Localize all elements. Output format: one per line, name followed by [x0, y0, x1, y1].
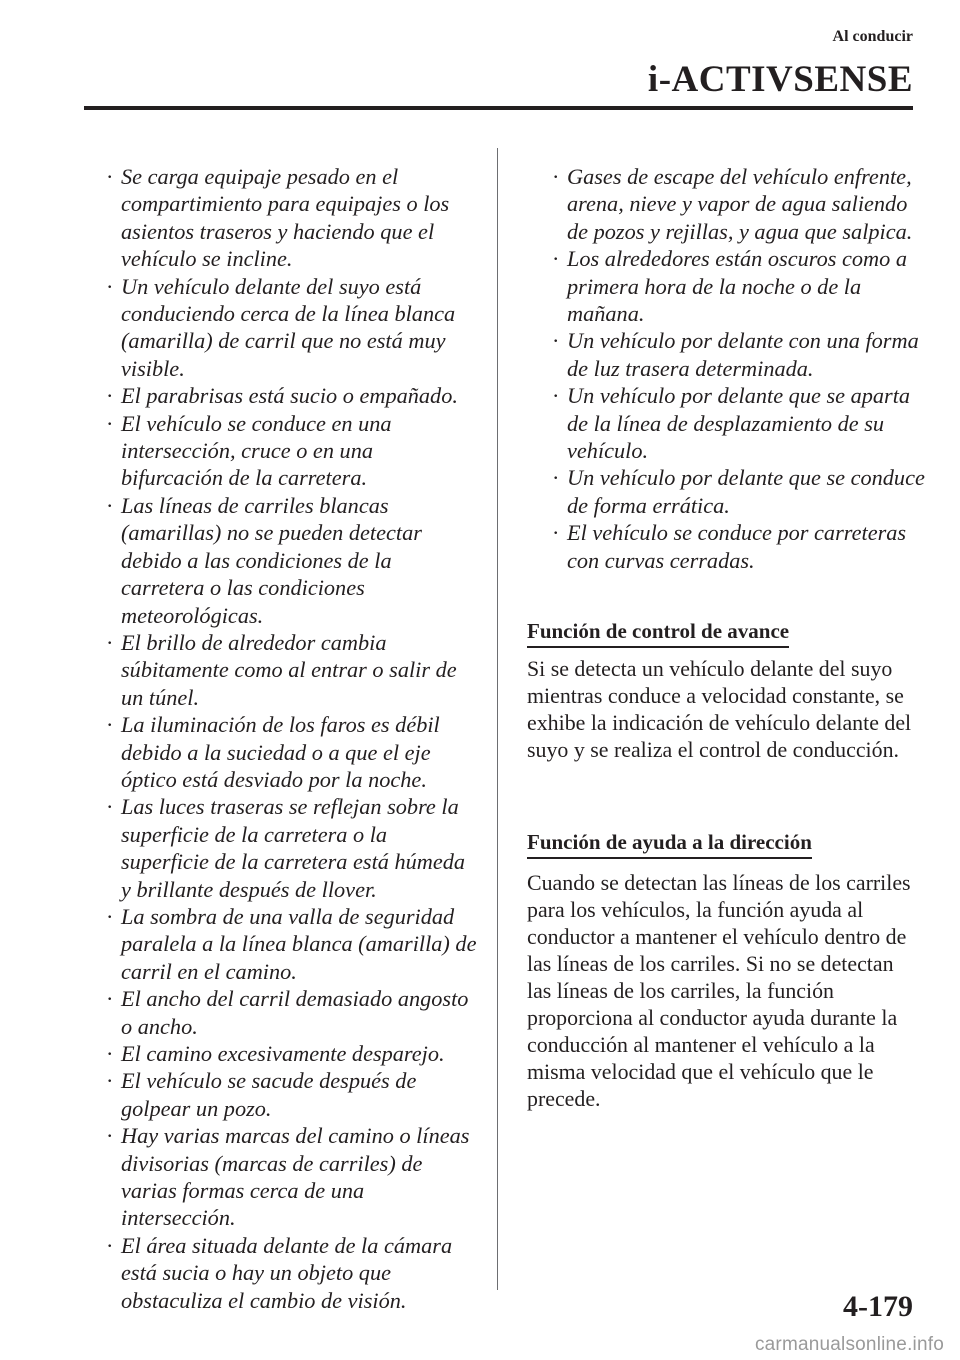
list-item: · El vehículo se sacude después de golpear un pozo.	[100, 1067, 480, 1122]
list-item: · Las líneas de carriles blancas (amarillas) no se pueden detectar debido a las condiciones de la carretera o las condiciones meteorológicas.	[100, 492, 480, 629]
list-item: · Se carga equipaje pesado en el compartimiento para equipajes o los asientos traseros y haciendo que el vehículo se incline.	[100, 163, 480, 273]
chapter-title: i-ACTIVSENSE	[647, 59, 913, 100]
page-number: 4-179	[843, 1290, 913, 1323]
list-item: · El parabrisas está sucio o empañado.	[100, 382, 480, 409]
list-item: · Los alrededores están oscuros como a primera hora de la noche o de la mañana.	[546, 245, 926, 327]
section-title-steering-assist: Función de ayuda a la dirección	[527, 830, 812, 859]
list-item: · Un vehículo delante del suyo está conduciendo cerca de la línea blanca (amarilla) de carril que no está muy visible.	[100, 273, 480, 383]
section-text-steering-assist: Cuando se detectan las líneas de los carriles para los vehículos, la función ayuda al conductor a mantener el vehículo dentro de las líneas de los carriles. Si no se detectan las líneas de los carriles, la función proporciona al conductor ayuda durante la conducción al mantener el vehículo a la misma velocidad que el vehículo que le precede.	[527, 870, 911, 1111]
list-item: · Un vehículo por delante con una forma de luz trasera determinada.	[546, 327, 926, 382]
list-item: · Un vehículo por delante que se conduce de forma errática.	[546, 464, 926, 519]
list-item: · El vehículo se conduce en una intersección, cruce o en una bifurcación de la carretera.	[100, 410, 480, 492]
watermark: carmanualsonline.info	[754, 1334, 944, 1355]
section-title-forward-control: Función de control de avance	[527, 619, 789, 648]
right-bullet-list	[546, 163, 926, 574]
list-item: · El brillo de alrededor cambia súbitamente como al entrar o salir de un túnel.	[100, 629, 480, 711]
list-item: · El área situada delante de la cámara está sucia o hay un objeto que obstaculiza el cambio de visión.	[100, 1232, 480, 1314]
list-item: · Las luces traseras se reflejan sobre la superficie de la carretera o la superficie de la carretera está húmeda y brillante después de llover.	[100, 793, 480, 903]
list-item: · La iluminación de los faros es débil debido a la suciedad o a que el eje óptico está desviado por la noche.	[100, 711, 480, 793]
list-item: · Gases de escape del vehículo enfrente, arena, nieve y vapor de agua saliendo de pozos y rejillas, y agua que salpica.	[546, 163, 926, 245]
header-rule	[84, 106, 913, 110]
list-item: · Un vehículo por delante que se aparta de la línea de desplazamiento de su vehículo.	[546, 382, 926, 464]
list-item: · Hay varias marcas del camino o líneas divisorias (marcas de carriles) de varias formas cerca de una intersección.	[100, 1122, 480, 1232]
list-item: · El ancho del carril demasiado angosto o ancho.	[100, 985, 480, 1040]
left-bullet-list	[100, 163, 480, 1314]
list-item: · La sombra de una valla de seguridad paralela a la línea blanca (amarilla) de carril en el camino.	[100, 903, 480, 985]
section-text-forward-control: Si se detecta un vehículo delante del suyo mientras conduce a velocidad constante, se exhibe la indicación de vehículo delante del suyo y se realiza el control de conducción.	[527, 656, 912, 762]
list-item: · El camino excesivamente desparejo.	[100, 1040, 480, 1067]
column-divider	[497, 148, 498, 1290]
list-item: · El vehículo se conduce por carreteras con curvas cerradas.	[546, 519, 926, 574]
header-section-label: Al conducir	[832, 28, 913, 45]
